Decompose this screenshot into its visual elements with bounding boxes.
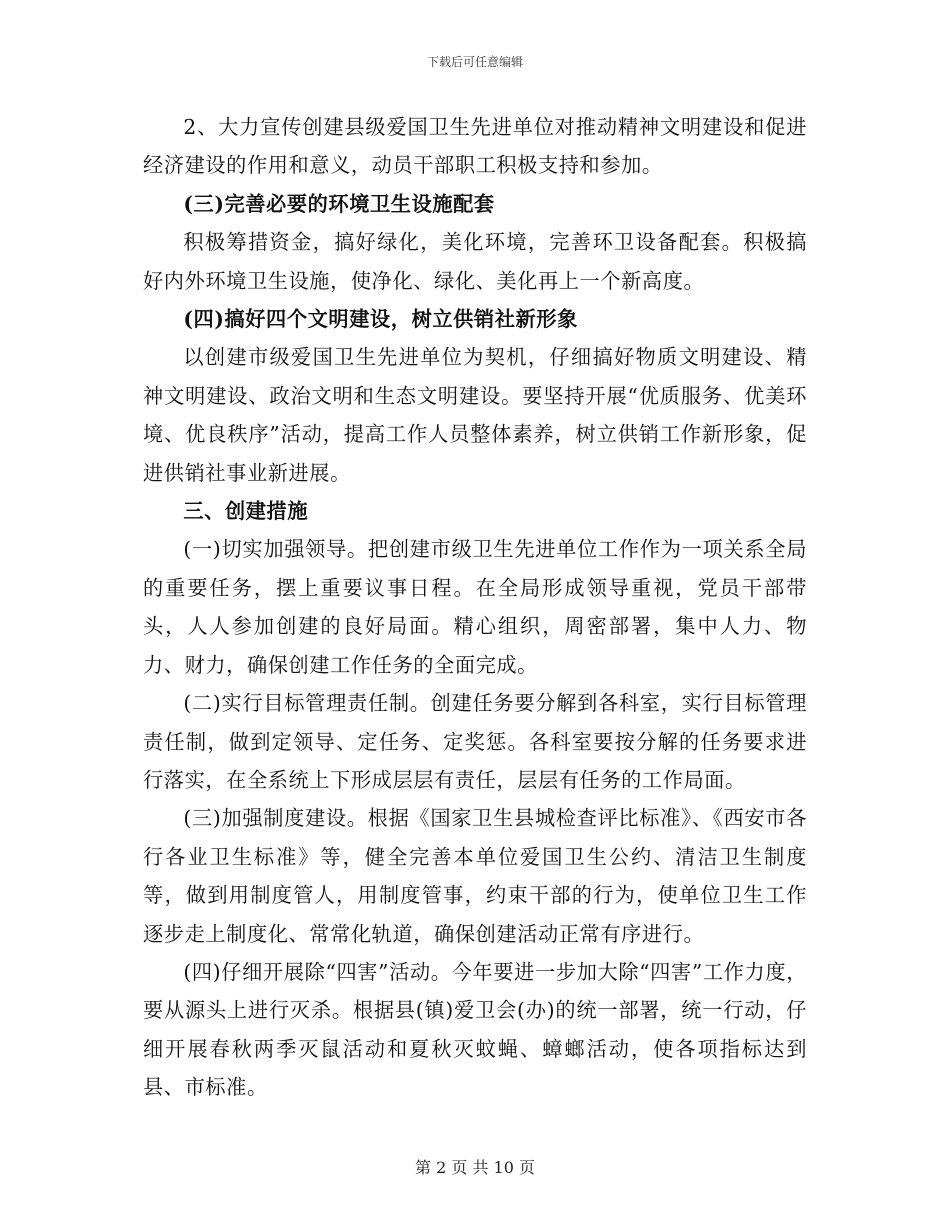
section-heading-civilization: (四)搞好四个文明建设，树立供销社新形象 xyxy=(183,307,578,332)
paragraph-item-2: 2、大力宣传创建县级爱国卫生先进单位对推动精神文明建设和促进经济建设的作用和意义，动员干部职工积极支持和参加。 xyxy=(143,115,807,178)
page-number: 第 2 页 共 10 页 xyxy=(415,1158,535,1177)
paragraph-civilization: 以创建市级爱国卫生先进单位为契机，仔细搞好物质文明建设、精神文明建设、政治文明和生态文明建设。要坚持开展“优质服务、优美环境、优良秩序”活动，提高工作人员整体素养，树立供销工作新形象，促进供销社事业新进展。 xyxy=(143,345,807,485)
paragraph-leadership: (一)切实加强领导。把创建市级卫生先进单位工作作为一项关系全局的重要任务，摆上重要议事日程。在全局形成领导重视，党员干部带头，人人参加创建的良好局面。精心组织，周密部署，集中人力、物力、财力，确保创建工作任务的全面完成。 xyxy=(143,537,807,677)
paragraph-four-pests: (四)仔细开展除“四害”活动。今年要进一步加大除“四害”工作力度，要从源头上进行灭杀。根据县(镇)爱卫会(办)的统一部署，统一行动，仔细开展春秋两季灭鼠活动和夏秋灭蚊蝇、蟑螂活动，使各项指标达到县、市标准。 xyxy=(143,959,807,1100)
paragraph-environment: 积极筹措资金，搞好绿化，美化环境，完善环卫设备配套。积极搞好内外环境卫生设施，使净化、绿化、美化再上一个新高度。 xyxy=(143,230,807,293)
section-heading-measures: 三、创建措施 xyxy=(183,499,309,524)
paragraph-responsibility: (二)实行目标管理责任制。创建任务要分解到各科室，实行目标管理责任制，做到定领导、定任务、定奖惩。各科室要按分解的任务要求进行落实，在全系统上下形成层层有责任，层层有任务的工作局面。 xyxy=(143,691,807,792)
document-body xyxy=(143,108,807,1107)
header-note: 下载后可任意编辑 xyxy=(426,55,523,69)
section-heading-environment: (三)完善必要的环境卫生设施配套 xyxy=(183,191,495,216)
paragraph-system-building: (三)加强制度建设。根据《国家卫生县城检查评比标准》、《西安市各行各业卫生标准》等，健全完善本单位爱国卫生公约、清洁卫生制度等，做到用制度管人，用制度管事，约束干部的行为，使单位卫生工作逐步走上制度化、常常化轨道，确保创建活动正常有序进行。 xyxy=(143,806,807,946)
